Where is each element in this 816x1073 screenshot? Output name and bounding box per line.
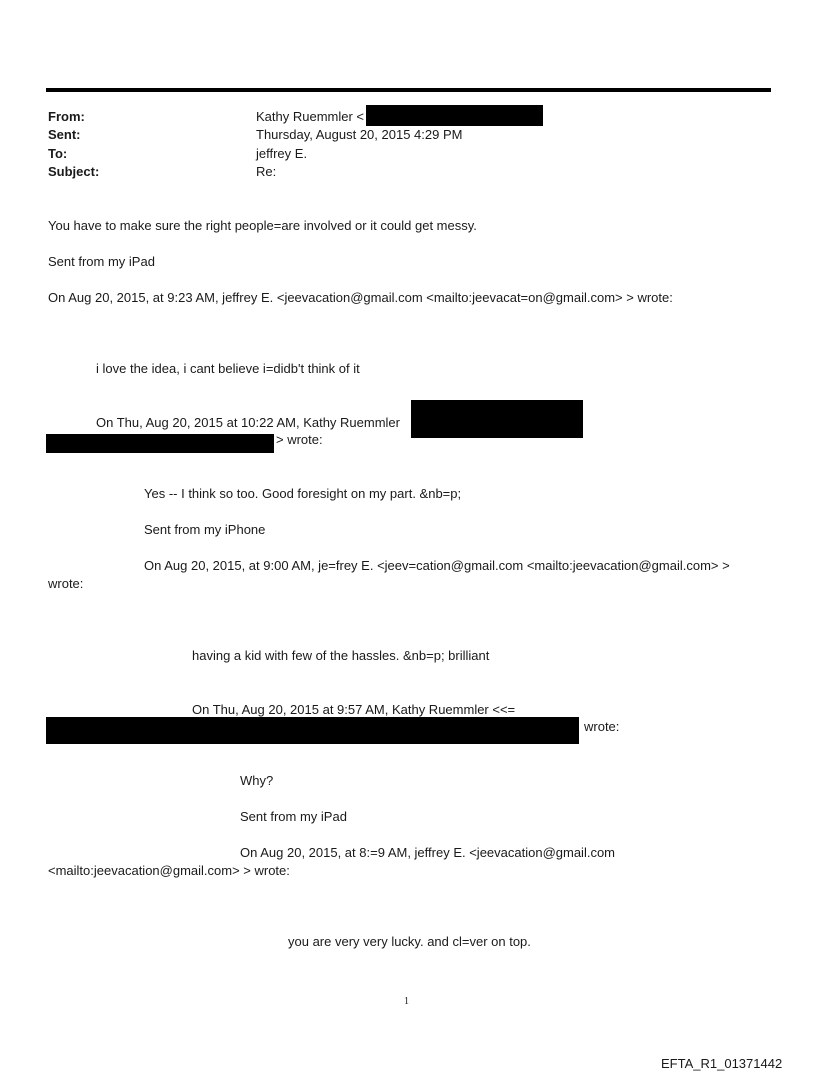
sent-value: Thursday, August 20, 2015 4:29 PM	[256, 127, 463, 142]
body-line-1: You have to make sure the right people=are involved or it could get messy.	[48, 218, 477, 233]
quote-text-2: Yes -- I think so too. Good foresight on my part. &nb=p;	[144, 486, 462, 501]
redaction-box	[46, 717, 579, 744]
redaction-box	[411, 400, 583, 438]
to-value: jeffrey E.	[256, 146, 308, 161]
quote-text-5: you are very very lucky. and cl=ver on top.	[288, 934, 531, 949]
quote-header-1: On Aug 20, 2015, at 9:23 AM, jeffrey E. <jeevacation@gmail.com <mailto:jeevacat=on@gmail.com> > wrote:	[48, 290, 673, 305]
quote-signature-2: Sent from my iPhone	[144, 522, 266, 537]
to-label: To:	[48, 146, 68, 161]
quote-header-4a: On Thu, Aug 20, 2015 at 9:57 AM, Kathy Ruemmler <<=	[192, 702, 516, 717]
subject-label: Subject:	[48, 164, 100, 179]
quote-header-3a: On Aug 20, 2015, at 9:00 AM, je=frey E. <jeev=cation@gmail.com <mailto:jeevacation@gmail.com> >	[144, 558, 730, 573]
page-number: 1	[404, 996, 409, 1007]
redaction-box	[46, 434, 274, 453]
body-signature: Sent from my iPad	[48, 254, 155, 269]
quote-header-2a: On Thu, Aug 20, 2015 at 10:22 AM, Kathy Ruemmler	[96, 415, 400, 430]
quote-header-4b: wrote:	[584, 719, 620, 734]
quote-header-2b: > wrote:	[276, 432, 323, 447]
quote-header-3b: wrote:	[48, 576, 84, 591]
bates-id: EFTA_R1_01371442	[661, 1056, 783, 1071]
quote-header-5b: <mailto:jeevacation@gmail.com> > wrote:	[48, 863, 290, 878]
subject-value: Re:	[256, 164, 277, 179]
from-label: From:	[48, 109, 85, 124]
quote-text-4: Why?	[240, 773, 274, 788]
quote-text-3: having a kid with few of the hassles. &nb=p; brilliant	[192, 648, 490, 663]
quote-signature-4: Sent from my iPad	[240, 809, 347, 824]
quote-header-5a: On Aug 20, 2015, at 8:=9 AM, jeffrey E. <jeevacation@gmail.com	[240, 845, 616, 860]
sent-label: Sent:	[48, 127, 81, 142]
from-value: Kathy Ruemmler <	[256, 109, 365, 124]
redaction-box	[366, 105, 543, 126]
quote-text-1: i love the idea, i cant believe i=didb't think of it	[96, 361, 360, 376]
header-rule	[46, 88, 771, 92]
